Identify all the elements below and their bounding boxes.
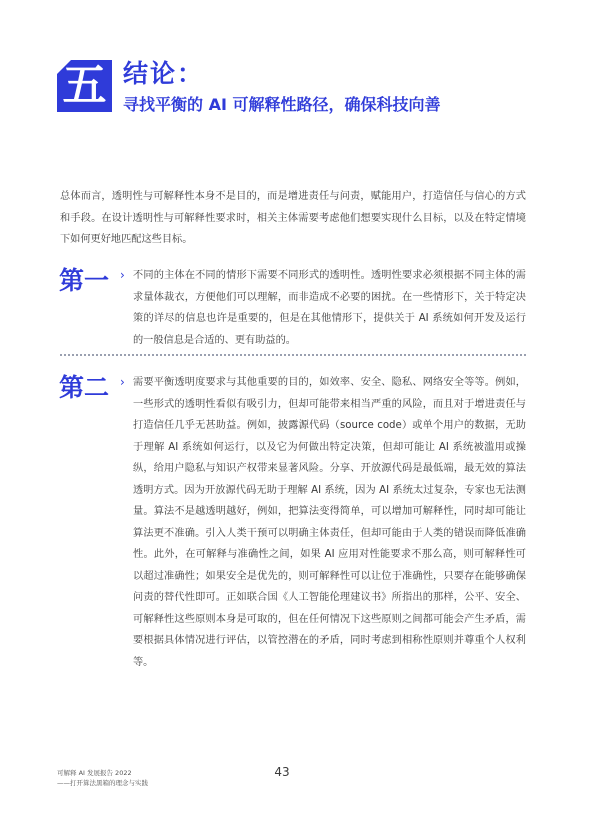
footer-report-info — [57, 768, 148, 788]
intro-paragraph: 总体而言，透明性与可解释性本身不是目的，而是增进责任与问责，赋能用户，打造信任与信心的方式和手段。在设计透明性与可解释性要求时，相关主体需要考虑他们想要实现什么目标，以及在特定情境下如何更好地匹配这些目标。 — [60, 191, 526, 245]
chapter-title: 结论： — [123, 59, 205, 88]
point-second-heading: 第二 — [59, 373, 110, 402]
point-second-arrow-icon: › — [120, 375, 125, 389]
section-divider — [60, 354, 526, 356]
page-number: 43 — [274, 765, 290, 779]
point-first-arrow-icon: › — [120, 268, 125, 282]
point-second-body: 需要平衡透明度要求与其他重要的目的，如效率、安全、隐私、网络安全等等。例如，一些形式的透明性看似有吸引力，但却可能带来相当严重的风险，而且对于增进责任与打造信任几乎无甚助益。例如，披露源代码（source code）或单个用户的数据，无助于理解 AI 系统如何运行，以及它为何做出特定决策，但却可能让 AI 系统被滥用或操纵，给用户隐私与知识产权带来显著风险。分享、开放源代码是最低端，最无效的算法透明方式。因为开放源代码无助于理解 AI 系统，因为 AI 系统太过复杂，专家也无法测量。算法不是越透明越好，例如，把算法变得简单，可以增加可解释性，同时却可能让算法更不准确。引入人类干预可以明确主体责任，但却可能由于人类的错误而降低准确性。此外，在可解释与准确性之间，如果 AI 应用对性能要求不那么高，则可解释性可以超过准确性；如果安全是优先的，则可解释性可以让位于准确性，只要存在能够确保问责的替代性即可。正如联合国《人工智能伦理建议书》所指出的那样，公平、安全、可解释性这些原则本身是可取的，但在任何情况下这些原则之间都可能会产生矛盾，需要根据具体情况进行评估，以管控潜在的矛盾，同时考虑到相称性原则并尊重个人权利等。 — [133, 377, 526, 668]
footer-report-title: 可解释 AI 发展报告 2022 — [57, 769, 132, 777]
point-first-body: 不同的主体在不同的情形下需要不同形式的透明性。透明性要求必须根据不同主体的需求量体裁衣，方便他们可以理解，而非造成不必要的困扰。在一些情形下，关于特定决策的详尽的信息也许是重要的，但是在其他情形下，提供关于 AI 系统如何开发及运行的一般信息是合适的、更有助益的。 — [133, 270, 526, 346]
footer-report-subtitle: ——打开算法黑箱的理念与实践 — [57, 779, 148, 787]
chapter-badge-corner — [57, 60, 71, 74]
chapter-badge: 五 — [57, 60, 112, 112]
chapter-subtitle: 寻找平衡的 AI 可解释性路径，确保科技向善 — [123, 95, 441, 114]
point-first-heading: 第一 — [59, 266, 110, 295]
